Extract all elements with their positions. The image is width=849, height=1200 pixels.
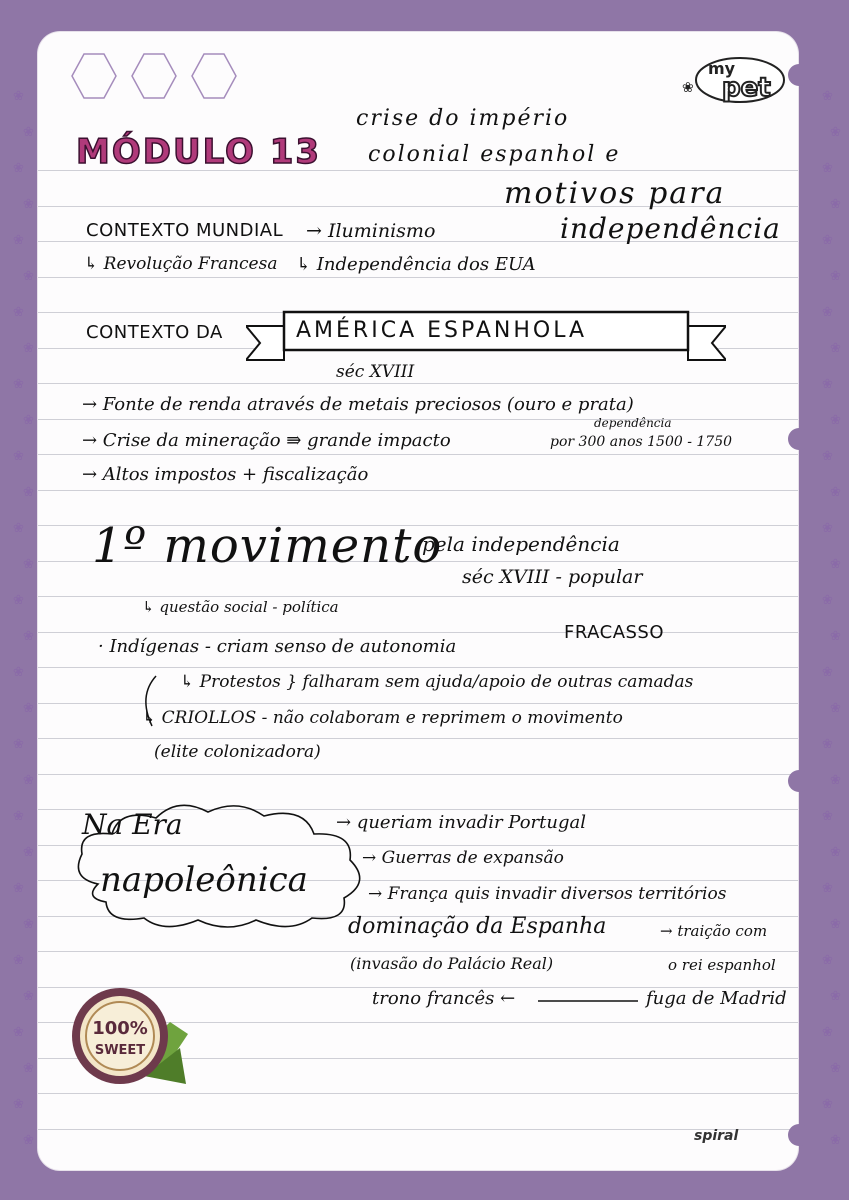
spiral-brand: spiral [694, 1128, 739, 1144]
movimento-heading: 1º movimento [92, 518, 443, 574]
paw-icon: ❀ [13, 521, 24, 536]
paw-icon: ❀ [822, 161, 833, 176]
paw-icon: ❀ [13, 233, 24, 248]
paw-icon: ❀ [23, 197, 34, 212]
paw-icon: ❀ [830, 341, 841, 356]
brand-bottom-text: pet [722, 73, 771, 103]
paw-icon: ❀ [822, 665, 833, 680]
paw-icon: ❀ [13, 305, 24, 320]
fuga-text: fuga de Madrid [646, 988, 787, 1009]
paw-icon: ❀ [830, 413, 841, 428]
paw-icon: ❀ [822, 881, 833, 896]
paw-icon: ❀ [830, 269, 841, 284]
revolucao-text: ↳ Revolução Francesa [84, 254, 278, 274]
paw-icon: ❀ [822, 233, 833, 248]
paw-icon: ❀ [830, 485, 841, 500]
paw-icon: ❀ [830, 1061, 841, 1076]
paw-icon: ❀ [23, 701, 34, 716]
header-line-1: crise do império [356, 106, 570, 131]
paw-icon: ❀ [13, 161, 24, 176]
america-century: séc XVIII [336, 362, 415, 382]
header-line-4: independência [560, 212, 781, 245]
paw-icon: ❀ [23, 1061, 34, 1076]
movimento-note: ↳ questão social - política [142, 598, 339, 616]
trono-text: trono francês ← [372, 988, 516, 1009]
header-line-2: colonial espanhol e [368, 142, 621, 167]
paw-icon: ❀ [830, 125, 841, 140]
america-item-3: → Altos impostos + fiscalização [82, 464, 369, 485]
paw-icon: ❀ [822, 89, 833, 104]
traicao-text: → traição com [660, 922, 768, 940]
criollos-text: ↳ CRIOLLOS - não colaboram e reprimem o movimento [142, 708, 623, 728]
paw-icon: ❀ [822, 593, 833, 608]
rule-line [38, 1129, 798, 1130]
binder-hole [788, 770, 810, 792]
paw-icon: ❀ [23, 269, 34, 284]
header-line-3: motivos para [504, 176, 726, 211]
elite-text: (elite colonizadora) [154, 742, 321, 762]
paw-icon: ❀ [13, 881, 24, 896]
paw-icon: ❀ [23, 917, 34, 932]
binder-hole [788, 1124, 810, 1146]
paw-icon: ❀ [822, 377, 833, 392]
rule-line [38, 383, 798, 384]
brand-top-text: my [708, 59, 736, 78]
paw-icon: ❀ [830, 197, 841, 212]
banner-text: AMÉRICA ESPANHOLA [296, 318, 588, 343]
paw-icon: ❀ [23, 485, 34, 500]
era-item-1: → queriam invadir Portugal [336, 812, 586, 833]
dependencia-label: dependência [594, 416, 672, 430]
era-line-2: napoleônica [100, 860, 308, 900]
indigenas-text: · Indígenas - criam senso de autonomia [98, 636, 457, 657]
paw-icon: ❀ [822, 953, 833, 968]
paw-icon: ❀ [830, 989, 841, 1004]
paw-icon: ❀ [13, 1097, 24, 1112]
rule-line [38, 277, 798, 278]
contexto-mundial-label: CONTEXTO MUNDIAL [86, 220, 284, 241]
paw-icon: ❀ [13, 1025, 24, 1040]
dependencia-value: por 300 anos 1500 - 1750 [550, 434, 733, 450]
paw-icon: ❀ [822, 737, 833, 752]
bracket-arrow [134, 672, 164, 732]
independencia-eua-text: ↳ Independência dos EUA [296, 254, 536, 275]
rule-line [38, 667, 798, 668]
paw-icon: ❀ [23, 341, 34, 356]
invasao-text: (invasão do Palácio Real) [350, 954, 554, 973]
paw-icon: ❀ [13, 449, 24, 464]
era-item-3: → França quis invadir diversos territórios [368, 884, 727, 904]
paw-icon: ❀ [13, 737, 24, 752]
paw-icon: ❀ [830, 773, 841, 788]
badge-percent: 100% [92, 1018, 148, 1039]
paw-icon: ❀ [13, 953, 24, 968]
rule-line [38, 419, 798, 420]
paw-icon: ❀ [830, 629, 841, 644]
svg-text:❀: ❀ [682, 80, 694, 96]
dominacao-text: dominação da Espanha [348, 914, 607, 939]
iluminismo-text: → Iluminismo [306, 220, 436, 242]
paw-icon: ❀ [830, 917, 841, 932]
paw-icon: ❀ [23, 845, 34, 860]
contexto-da-label: CONTEXTO DA [86, 322, 223, 343]
badge-word: SWEET [94, 1043, 146, 1058]
paw-icon: ❀ [23, 557, 34, 572]
movimento-subtitle: pela independência [422, 532, 620, 556]
paw-icon: ❀ [830, 1133, 841, 1148]
sweet-badge [60, 984, 200, 1104]
movimento-result: FRACASSO [564, 622, 665, 643]
america-item-2: → Crise da mineração ⇛ grande impacto [82, 430, 451, 451]
paw-icon: ❀ [822, 1025, 833, 1040]
paw-icon: ❀ [822, 449, 833, 464]
arrow-line [538, 998, 638, 1004]
paw-icon: ❀ [23, 773, 34, 788]
rule-line [38, 632, 798, 633]
rule-line [38, 774, 798, 775]
rule-line [38, 738, 798, 739]
paw-icon: ❀ [23, 629, 34, 644]
paw-icon: ❀ [23, 1133, 34, 1148]
rule-line [38, 596, 798, 597]
era-line-1: Na Era [82, 808, 183, 841]
paw-icon: ❀ [822, 305, 833, 320]
paw-icon: ❀ [830, 557, 841, 572]
paw-icon: ❀ [830, 845, 841, 860]
brand-logo [678, 44, 788, 108]
america-item-1: → Fonte de renda através de metais preciosos (ouro e prata) [82, 394, 634, 415]
paw-icon: ❀ [23, 989, 34, 1004]
protestos-text: ↳ Protestos } falharam sem ajuda/apoio de outras camadas [180, 672, 694, 692]
rule-line [38, 454, 798, 455]
paw-icon: ❀ [13, 377, 24, 392]
paw-icon: ❀ [13, 809, 24, 824]
paw-icon: ❀ [13, 89, 24, 104]
hexagon-boxes [58, 50, 238, 102]
paw-icon: ❀ [23, 413, 34, 428]
rule-line [38, 490, 798, 491]
movimento-century: séc XVIII - popular [462, 566, 643, 588]
page-title: MÓDULO 13 [76, 132, 322, 172]
binder-hole [788, 64, 810, 86]
paper-sheet [38, 32, 798, 1170]
paw-icon: ❀ [822, 1097, 833, 1112]
paw-icon: ❀ [23, 125, 34, 140]
era-item-2: → Guerras de expansão [362, 848, 564, 868]
paw-icon: ❀ [822, 521, 833, 536]
paw-icon: ❀ [830, 701, 841, 716]
rei-text: o rei espanhol [668, 956, 776, 974]
paw-icon: ❀ [13, 593, 24, 608]
paw-icon: ❀ [13, 665, 24, 680]
paw-icon: ❀ [822, 809, 833, 824]
rule-line [38, 951, 798, 952]
binder-hole [788, 428, 810, 450]
